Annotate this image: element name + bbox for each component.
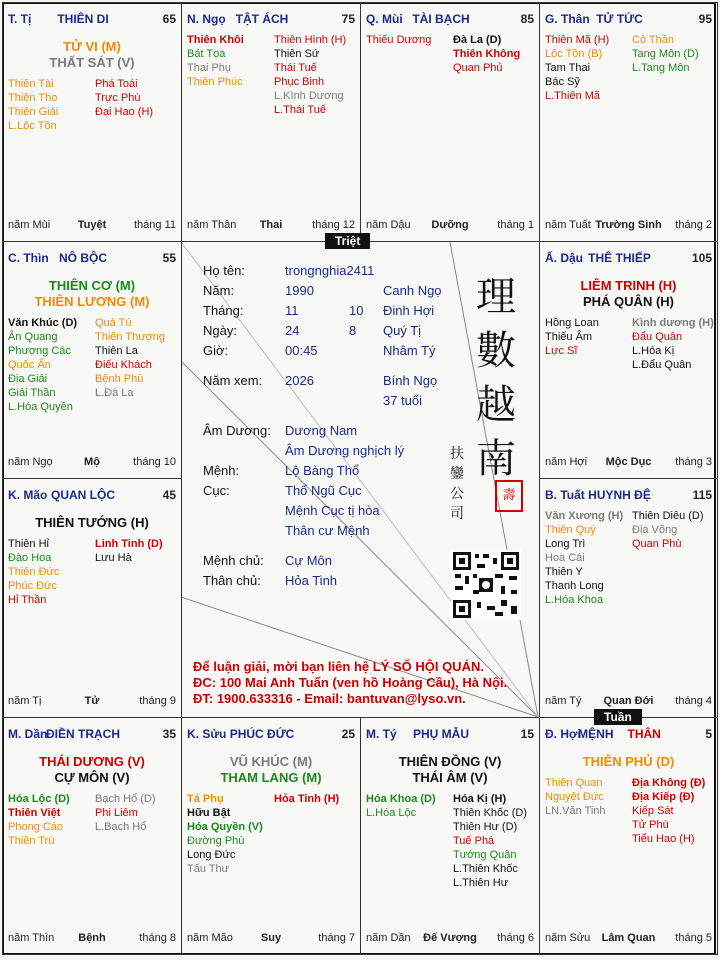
minor-star: Bác Sỹ [545, 76, 580, 88]
minor-star: Thiên Hỉ [8, 538, 49, 550]
nam-xem-can-chi: Bính Ngọ [383, 373, 438, 388]
major-star: THÁI DƯƠNG (V) [39, 754, 145, 769]
dai-van-number: 85 [520, 12, 534, 26]
minor-stars-left [8, 792, 70, 848]
palace-cell-ti[interactable] [2, 2, 182, 242]
minor-star: Hồng Loan [545, 317, 599, 329]
minor-star: Giải Thần [8, 387, 56, 399]
minor-star: Địa Không (Đ) [632, 777, 706, 789]
palace-name: NÔ BỘC [59, 251, 107, 265]
minor-star: Bạch Hổ (D) [95, 793, 156, 805]
palace-cell-mui[interactable] [360, 2, 540, 242]
minor-star: Thiên Sứ [274, 48, 320, 60]
palace-cell-suu[interactable] [181, 717, 361, 955]
nguyet-han-month: tháng 12 [312, 219, 355, 231]
ngay-am-value: 8 [349, 323, 357, 338]
palace-cell-dau[interactable] [539, 241, 718, 479]
palace-cell-tuat[interactable] [539, 478, 718, 718]
minor-star: L.Đẩu Quân [632, 359, 692, 371]
minor-star: Tam Thai [545, 62, 591, 74]
minor-star: Đà La (D) [453, 34, 502, 46]
minor-star: Thiếu Âm [545, 331, 593, 343]
palace-name: TẬT ÁCH [235, 12, 289, 26]
palace-cell-hoi[interactable] [539, 717, 718, 955]
minor-stars-right [632, 509, 704, 551]
tieu-han-year: năm Tị [8, 695, 42, 707]
cuc-note: Mệnh Cục tị hòa [285, 503, 380, 518]
minor-stars-right [95, 792, 156, 834]
palace-cell-mao[interactable] [2, 478, 182, 718]
minor-stars-left [545, 776, 606, 818]
tieu-han-year: năm Mão [187, 932, 233, 944]
minor-star: L.Thiên Mã [545, 90, 601, 102]
minor-star: Thiên Khốc (D) [453, 807, 527, 819]
minor-stars-right [95, 77, 153, 119]
than-cu-note: Thân cư Mệnh [285, 523, 370, 538]
tuoi-value: 37 tuổi [383, 393, 423, 408]
dai-van-number: 115 [692, 488, 712, 502]
minor-stars-right [95, 316, 165, 400]
minor-star: Tuế Phá [453, 835, 495, 847]
minor-star: L.Thái Tuế [274, 104, 326, 116]
minor-star: Phi Liêm [95, 807, 138, 819]
branch-label: C. Thìn [8, 251, 49, 265]
minor-star: Ân Quang [8, 331, 58, 343]
major-star: THAM LANG (M) [220, 770, 322, 785]
minor-stars-right [453, 33, 520, 75]
nam-xem-value: 2026 [285, 373, 314, 388]
menh-chu-label: Mệnh chủ: [203, 553, 264, 568]
dai-van-number: 25 [341, 727, 355, 741]
major-star: LIÊM TRINH (H) [580, 278, 677, 293]
minor-star: Nguyệt Đức [545, 791, 604, 803]
palace-name: ĐIỀN TRẠCH [46, 727, 120, 741]
tieu-han-year: năm Hợi [545, 456, 588, 468]
nguyet-han-month: tháng 9 [139, 695, 176, 707]
minor-star: Kình dương (H) [632, 317, 714, 329]
minor-star: Quốc Ấn [8, 359, 51, 371]
minor-star: L.Lộc Tồn [8, 120, 57, 132]
am-duong-label: Âm Dương: [203, 423, 271, 438]
major-star: TỬ VI (M) [63, 39, 121, 54]
minor-star: Hữu Bật [187, 807, 231, 819]
major-stars [7, 278, 177, 310]
minor-star: Thiên Không [453, 48, 521, 60]
minor-star: Long Trì [545, 538, 586, 550]
minor-star: Thiên Trù [8, 835, 55, 847]
palace-name: QUAN LỘC [51, 488, 115, 502]
major-stars [7, 515, 177, 531]
trang-sinh-stage: Tử [84, 695, 100, 707]
tieu-han-year: năm Dần [366, 932, 411, 944]
minor-star: Thiên Hình (H) [274, 34, 347, 46]
minor-star: Phượng Các [8, 345, 71, 357]
qr-code[interactable] [451, 550, 521, 620]
calligraphy-column [471, 270, 521, 486]
minor-star: Tướng Quân [453, 849, 517, 861]
minor-stars-left [366, 33, 431, 47]
tieu-han-year: năm Tý [545, 695, 582, 707]
than-chu-value: Hỏa Tinh [285, 573, 338, 588]
minor-star: Địa Kiếp (Đ) [632, 791, 695, 803]
minor-star: Hỉ Thần [8, 594, 47, 606]
calligraphy-char: 越 [476, 382, 516, 428]
minor-stars-left [8, 316, 77, 414]
minor-star: Thiên Hư (D) [453, 821, 518, 833]
palace-name: PHỤ MẪU [413, 727, 469, 741]
minor-star: L.Hóa Lộc [366, 807, 417, 819]
minor-star: Hóa Lộc (D) [8, 793, 70, 805]
major-star: PHÁ QUÂN (H) [583, 294, 674, 309]
major-star: THÁI ÂM (V) [412, 770, 488, 785]
nam-label: Năm: [203, 283, 235, 298]
calligraphy-char: 數 [476, 328, 516, 374]
major-star: THẤT SÁT (V) [49, 55, 135, 70]
center-info-panel [181, 242, 538, 718]
thang-am-value: 10 [349, 303, 364, 318]
minor-star: Hóa Kị (H) [453, 793, 507, 805]
minor-star: Phá Toái [95, 78, 138, 90]
nguyet-han-month: tháng 3 [675, 456, 712, 468]
minor-star: Quan Phủ [453, 62, 503, 74]
minor-star: Thiên Quan [545, 777, 603, 789]
minor-star: Thiên Thương [95, 331, 166, 343]
minor-star: L.Hóa Kị [632, 345, 675, 357]
nguyet-han-month: tháng 1 [497, 219, 534, 231]
major-stars [7, 754, 177, 786]
minor-star: L.Hóa Quyền [8, 401, 73, 413]
menh-chu-value: Cự Môn [285, 553, 332, 568]
dai-van-number: 55 [162, 251, 176, 265]
branch-label: T. Tị [8, 12, 32, 26]
red-seal-stamp: 壽 [495, 480, 523, 512]
calligraphy-char: 南 [476, 436, 516, 482]
minor-star: Trực Phù [95, 92, 141, 104]
minor-star: Kiếp Sát [632, 805, 674, 817]
minor-star: Cô Thần [632, 34, 674, 46]
major-stars [186, 754, 356, 786]
nguyet-han-month: tháng 8 [139, 932, 176, 944]
minor-star: Thiên Y [545, 566, 583, 578]
branch-label: N. Ngọ [187, 12, 226, 26]
palace-name: PHÚC ĐỨC [229, 727, 295, 741]
branch-label: B. Tuất [545, 488, 585, 502]
branch-label: M. Dần [8, 727, 48, 741]
minor-star: Phong Cáo [8, 821, 64, 833]
minor-star: Thiên Giải [8, 106, 59, 118]
minor-star: Thiên La [95, 345, 138, 357]
nam-xem-label: Năm xem: [203, 373, 263, 388]
minor-stars-right [453, 792, 527, 890]
minor-star: L.Kình Dương [274, 90, 344, 102]
minor-star: L.Hóa Khoa [545, 594, 604, 606]
nguyet-han-month: tháng 4 [675, 695, 712, 707]
minor-star: Văn Khúc (D) [8, 317, 78, 329]
minor-star: L.Bạch Hổ [95, 821, 147, 833]
major-star: THIÊN CƠ (M) [48, 278, 136, 293]
dai-van-number: 105 [691, 251, 712, 265]
palace-name: MỆNH THÂN [578, 727, 661, 741]
minor-star: Đẩu Quân [632, 331, 683, 343]
tieu-han-year: năm Thân [187, 219, 237, 231]
contact-address: ĐC: 100 Mai Anh Tuấn (ven hồ Hoàng Cầu), Hà Nội. [193, 675, 508, 690]
minor-star: Phục Binh [274, 76, 325, 88]
minor-stars-left [8, 537, 59, 607]
minor-stars-right [95, 537, 163, 565]
triet-badge: Triệt [325, 233, 370, 249]
minor-stars-left [545, 33, 609, 103]
ho-ten-value: trongnghia2411 [285, 263, 375, 278]
menh-label: Mệnh: [203, 463, 240, 478]
trang-sinh-stage: Tuyệt [77, 219, 107, 231]
minor-star: Thiên Phúc [187, 76, 243, 88]
minor-star: Thiên Đức [8, 566, 60, 578]
palace-cell-than[interactable] [539, 2, 718, 242]
minor-star: Đại Hao (H) [95, 106, 154, 118]
palace-name: THÊ THIẾP [588, 251, 651, 265]
dai-van-number: 35 [162, 727, 176, 741]
minor-stars-left [187, 792, 263, 876]
than-chu-label: Thân chủ: [203, 573, 261, 588]
seal-side-text: 扶 鑾 公 司 [450, 446, 464, 522]
minor-star: Hoa Cái [545, 552, 585, 564]
minor-stars-right [632, 776, 705, 846]
minor-star: Lộc Tồn (B) [545, 48, 603, 60]
minor-star: Địa Giải [8, 373, 48, 385]
minor-star: Tiểu Hao (H) [632, 833, 695, 845]
nam-value: 1990 [285, 283, 314, 298]
ho-ten-label: Họ tên: [203, 263, 245, 278]
major-star: THIÊN ĐỒNG (V) [398, 754, 502, 769]
branch-label: G. Thân [545, 12, 590, 26]
nguyet-han-month: tháng 10 [133, 456, 176, 468]
minor-star: Lưu Hà [95, 552, 132, 564]
thang-label: Tháng: [203, 303, 244, 318]
minor-star: Bệnh Phù [95, 373, 144, 385]
minor-star: LN.Văn Tinh [545, 805, 606, 817]
minor-star: Thiên Mã (H) [545, 34, 610, 46]
minor-star: Thiên Việt [8, 807, 61, 819]
minor-star: Tang Môn (D) [632, 48, 699, 60]
branch-label: Ấ. Dậu [545, 251, 584, 265]
major-star: CỰ MÔN (V) [54, 770, 130, 785]
minor-star: Tả Phụ [187, 793, 224, 805]
gio-can-chi: Nhâm Tý [383, 343, 436, 358]
trang-sinh-stage: Thai [259, 219, 283, 231]
minor-stars-right [632, 33, 699, 75]
minor-stars-left [545, 316, 599, 358]
dai-van-number: 15 [520, 727, 534, 741]
palace-name: HUYNH ĐỆ [588, 488, 651, 502]
trang-sinh-stage: Bệnh [78, 932, 106, 944]
palace-cell-thin[interactable] [2, 241, 182, 479]
am-duong-value: Dương Nam [285, 423, 358, 438]
minor-star: L.Đà La [95, 387, 134, 399]
thang-can-chi: Đinh Hợi [383, 303, 435, 318]
minor-star: Hóa Quyền (V) [187, 821, 263, 833]
palace-name: TÀI BẠCH [412, 12, 470, 26]
palace-cell-dan[interactable] [2, 717, 182, 955]
contact-line-1: Để luận giải, mời bạn liên hệ LÝ SỐ HỘI QUÁN. [193, 659, 484, 674]
minor-star: Đào Hoa [8, 552, 52, 564]
menh-value: Lộ Bàng Thổ [285, 463, 360, 478]
minor-star: Thiên Khôi [187, 34, 244, 46]
minor-star: Quả Tú [95, 317, 132, 329]
palace-name: THIÊN DI [57, 12, 109, 26]
minor-star: Đường Phù [187, 835, 245, 847]
tieu-han-year: năm Sửu [545, 932, 591, 944]
minor-star: Lực Sĩ [545, 345, 578, 357]
palace-cell-ty[interactable] [360, 717, 540, 955]
minor-star: Văn Xương (H) [545, 510, 624, 522]
contact-phone-email[interactable]: ĐT: 1900.633316 - Email: bantuvan@lyso.vn. [193, 691, 466, 706]
palace-cell-ngo[interactable] [181, 2, 361, 242]
ngay-label: Ngày: [203, 323, 237, 338]
minor-stars-right [274, 792, 339, 806]
major-stars [7, 39, 177, 71]
major-stars [365, 754, 535, 786]
minor-stars-right [632, 316, 714, 372]
cuc-label: Cục: [203, 483, 230, 498]
minor-stars-left [545, 509, 623, 607]
minor-stars-left [366, 792, 436, 820]
minor-stars-right [274, 33, 346, 117]
trang-sinh-stage: Trường Sinh [595, 219, 662, 231]
minor-star: Phúc Đức [8, 580, 57, 592]
am-duong-note: Âm Dương nghịch lý [285, 443, 405, 458]
trang-sinh-stage: Lâm Quan [601, 932, 656, 944]
minor-star: Hóa Khoa (D) [366, 793, 436, 805]
major-stars [544, 754, 713, 770]
major-star: THIÊN LƯƠNG (M) [34, 294, 150, 309]
minor-star: L.Thiên Hư [453, 877, 509, 889]
minor-star: Quan Phù [632, 538, 682, 550]
minor-star: Thanh Long [545, 580, 604, 592]
cuc-value: Thổ Ngũ Cục [285, 483, 362, 498]
tieu-han-year: năm Thìn [8, 932, 55, 944]
minor-star: L.Tang Môn [632, 62, 690, 74]
minor-star: Thiên Thọ [8, 92, 58, 104]
minor-star: Tử Phù [632, 819, 669, 831]
tieu-han-year: năm Ngọ [8, 456, 53, 468]
minor-star: Hỏa Tinh (H) [274, 793, 340, 805]
minor-star: Linh Tinh (D) [95, 538, 163, 550]
calligraphy-char: 理 [476, 274, 516, 320]
minor-star: Bát Tọa [187, 48, 226, 60]
branch-label: K. Sửu [187, 727, 227, 741]
tieu-han-year: năm Tuất [545, 219, 591, 231]
branch-label: Đ. Hợi [545, 727, 581, 741]
minor-stars-left [8, 77, 58, 133]
gio-value: 00:45 [285, 343, 318, 358]
trang-sinh-stage: Đế Vượng [423, 932, 477, 944]
major-star: VŨ KHÚC (M) [229, 754, 313, 769]
trang-sinh-stage: Suy [260, 932, 282, 944]
trang-sinh-stage: Dưỡng [431, 219, 469, 231]
branch-label: Q. Mùi [366, 12, 403, 26]
minor-star: Thiếu Dương [366, 34, 432, 46]
thang-value: 11 [285, 303, 299, 318]
minor-star: Long Đức [187, 849, 236, 861]
minor-star: Thiên Quý [545, 524, 596, 536]
minor-star: Thiên Diêu (D) [632, 510, 704, 522]
tieu-han-year: năm Mùi [8, 219, 51, 231]
minor-star: Thai Phụ [187, 62, 232, 74]
minor-star: Địa Võng [632, 524, 678, 536]
nguyet-han-month: tháng 5 [675, 932, 712, 944]
major-star: THIÊN PHỦ (D) [582, 754, 675, 769]
minor-star: L.Thiên Khốc [453, 863, 518, 875]
major-star: THIÊN TƯỚNG (H) [35, 515, 149, 530]
nguyet-han-month: tháng 7 [318, 932, 355, 944]
nguyet-han-month: tháng 6 [497, 932, 534, 944]
gio-label: Giờ: [203, 343, 229, 358]
dai-van-number: 95 [698, 12, 712, 26]
palace-name: TỬ TỨC [596, 12, 643, 26]
minor-star: Thái Tuế [274, 62, 317, 74]
trang-sinh-stage: Mộ [84, 456, 100, 468]
minor-stars-left [187, 33, 244, 89]
minor-star: Tấu Thư [187, 863, 230, 875]
ngay-can-chi: Quý Tị [383, 323, 422, 338]
nguyet-han-month: tháng 2 [675, 219, 712, 231]
branch-label: K. Mão [8, 488, 48, 502]
nam-can-chi: Canh Ngọ [383, 283, 442, 298]
dai-van-number: 45 [162, 488, 176, 502]
tieu-han-year: năm Dậu [366, 219, 411, 231]
minor-star: Điếu Khách [95, 359, 152, 371]
nguyet-han-month: tháng 11 [133, 219, 176, 231]
tuan-badge: Tuần [594, 709, 642, 725]
dai-van-number: 65 [162, 12, 176, 26]
dai-van-number: 75 [341, 12, 355, 26]
ngay-value: 24 [285, 323, 300, 338]
branch-label: M. Tý [366, 727, 397, 741]
dai-van-number: 5 [705, 727, 712, 741]
trang-sinh-stage: Quan Đới [603, 695, 654, 707]
minor-star: Thiên Tài [8, 78, 54, 90]
major-stars [544, 278, 713, 310]
trang-sinh-stage: Mộc Dục [605, 456, 652, 468]
